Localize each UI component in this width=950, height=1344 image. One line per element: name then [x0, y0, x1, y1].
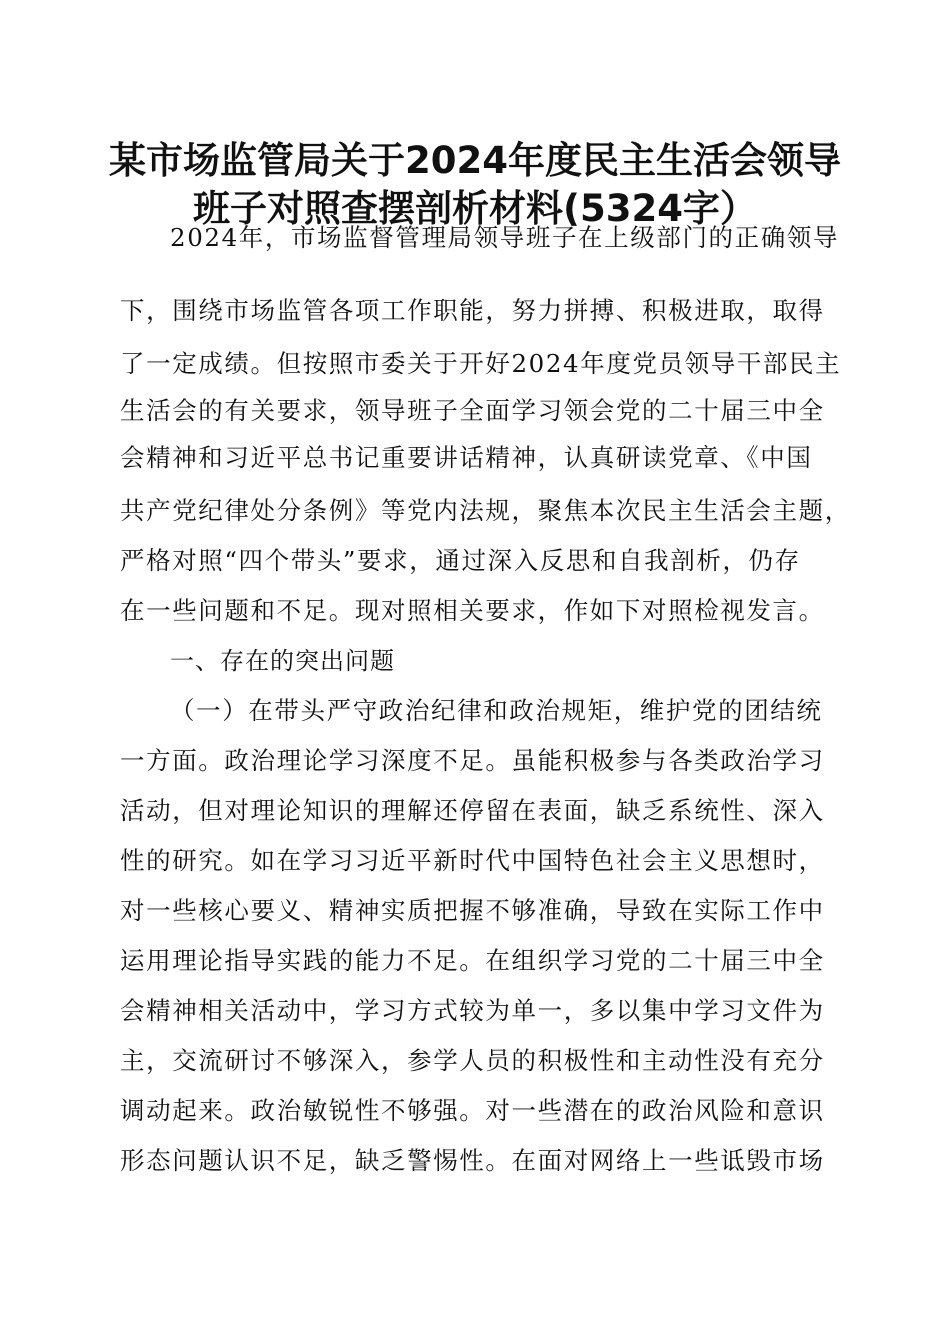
intro-line: 会精神和习近平总书记重要讲话精神，认真研读党章、《中国	[120, 443, 813, 472]
section-line: 对一些核心要义、精神实质把握不够准确，导致在实际工作中	[120, 896, 825, 925]
document-title-line-2: 班子对照查摆剖析材料(5324字）	[193, 187, 757, 230]
section-line: 一方面。政治理论学习深度不足。虽能积极参与各类政治学习	[120, 746, 825, 775]
section-line: 会精神相关活动中，学习方式较为单一，多以集中学习文件为	[120, 996, 825, 1025]
section-line: 主，交流研讨不够深入，参学人员的积极性和主动性没有充分	[120, 1046, 825, 1075]
intro-line: 2024年，市场监督管理局领导班子在上级部门的正确领导	[170, 223, 840, 252]
section-heading: 一、存在的突出问题	[170, 647, 395, 675]
intro-line: 在一些问题和不足。现对照相关要求，作如下对照检视发言。	[120, 596, 825, 625]
intro-line: 共产党纪律处分条例》等党内法规，聚焦本次民主生活会主题，	[120, 496, 851, 525]
intro-line: 了一定成绩。但按照市委关于开好2024年度党员领导干部民主	[120, 349, 842, 378]
section-line: 调动起来。政治敏锐性不够强。对一些潜在的政治风险和意识	[120, 1096, 825, 1125]
section-line: 形态问题认识不足，缺乏警惕性。在面对网络上一些诋毁市场	[120, 1146, 825, 1175]
intro-line: 生活会的有关要求，领导班子全面学习领会党的二十届三中全	[120, 396, 825, 425]
section-line: 活动，但对理论知识的理解还停留在表面，缺乏系统性、深入	[120, 796, 825, 825]
intro-line: 下，围绕市场监管各项工作职能，努力拼搏、积极进取，取得	[120, 296, 825, 325]
document-title-line-1: 某市场监管局关于2024年度民主生活会领导	[109, 139, 841, 182]
section-line: （一）在带头严守政治纪律和政治规矩，维护党的团结统	[170, 696, 823, 725]
intro-line: 严格对照“四个带头”要求，通过深入反思和自我剖析，仍存	[120, 546, 801, 575]
section-line: 运用理论指导实践的能力不足。在组织学习党的二十届三中全	[120, 946, 825, 975]
section-line: 性的研究。如在学习习近平新时代中国特色社会主义思想时，	[120, 846, 825, 875]
